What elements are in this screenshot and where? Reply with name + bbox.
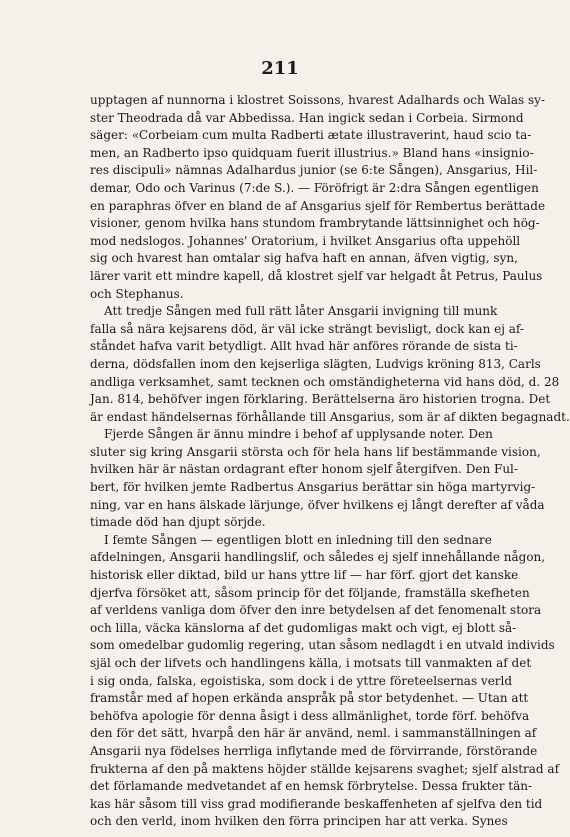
text-line: timade död han djupt sörjde. xyxy=(90,515,266,530)
text-line: ståndet hafva varit betydligt. Allt hvad här anföres rörande de sista ti- xyxy=(90,339,518,354)
text-line: ster Theodrada då var Abbedissa. Han ingick sedan i Corbeia. Sirmond xyxy=(90,110,524,125)
text-line: är endast händelsernas förhållande till Ansgarius, som är af dikten begagnadt. xyxy=(90,409,570,424)
text-line: och den verld, inom hvilken den förra principen har att verka. Synes xyxy=(90,814,508,829)
text-line: och Stephanus. xyxy=(90,286,184,301)
page-number: 211 xyxy=(261,58,299,79)
body-text xyxy=(90,92,570,831)
text-line: i sig onda, falska, egoistiska, som dock i de yttre företeelsernas verld xyxy=(90,673,513,688)
text-line: frukterna af den på maktens höjder ställde kejsarens svaghet; sjelf alstrad af xyxy=(90,761,560,776)
text-line: visioner, genom hvilka hans stundom frambrytande lättsinnighet och hög- xyxy=(90,216,540,231)
text-line: ning, var en hans älskade lärjunge, öfver hvilkens ej långt derefter af våda xyxy=(90,497,545,512)
text-line: historisk eller diktad, bild ur hans yttre lif — har förf. gjort det kanske xyxy=(90,568,519,583)
text-line: Fjerde Sången är ännu mindre i behof af upplysande noter. Den xyxy=(104,427,493,442)
text-line: Ansgarii nya födelses herrliga inflytande med de förvirrande, förstörande xyxy=(90,743,538,758)
paragraph xyxy=(90,426,545,532)
text-line: Att tredje Sången med full rätt låter Ansgarii invigning till munk xyxy=(104,304,498,319)
text-line: sluter sig kring Ansgarii största och för hela hans lif bestämmande vision, xyxy=(90,444,541,459)
text-line: sig och hvarest han omtalar sig hafva haft en annan, äfven vigtig, syn, xyxy=(90,251,518,266)
text-line: falla så nära kejsarens död, är väl icke strängt bevisligt, dock kan ej af- xyxy=(90,321,524,336)
text-line: Jan. 814, behöfver ingen förklaring. Berättelserna äro historien trogna. Det xyxy=(90,392,551,407)
text-line: andliga verksamhet, samt tecknen och omständigheterna vid hans död, d. 28 xyxy=(90,374,560,389)
text-line: res discipuli» nämnas Adalhardus junior (se 6:te Sången), Ansgarius, Hil- xyxy=(90,163,538,178)
text-line: upptagen af nunnorna i klostret Soissons, hvarest Adalhards och Walas sy- xyxy=(90,93,545,107)
text-line: men, an Radberto ipso quidquam fuerit illustrius.» Bland hans «insignio- xyxy=(90,145,534,160)
text-line: och lilla, väcka känslorna af det gudomligas makt och vigt, ej blott så- xyxy=(90,620,517,635)
text-line: lärer varit ett mindre kapell, då klostret sjelf var helgadt åt Petrus, Paulus xyxy=(90,268,543,283)
paragraph xyxy=(90,92,546,303)
text-line: derna, dödsfallen inom den kejserliga slägten, Ludvigs kröning 813, Carls xyxy=(90,356,541,371)
text-line: behöfva apologie för denna åsigt i dess allmänlighet, torde förf. behöfva xyxy=(90,708,530,723)
text-line: mod nedslogos. Johannes' Oratorium, i hvilket Ansgarius ofta uppehöll xyxy=(90,233,521,248)
text-line: det förlamande medvetandet af en hemsk förbrytelse. Dessa frukter tän- xyxy=(90,779,533,794)
text-line: kas här såsom till viss grad modifierande beskaffenheten af sjelfva den tid xyxy=(90,796,543,811)
text-line: den för det sätt, hvarpå den här är använd, neml. i sammanställningen af xyxy=(90,726,537,741)
text-line: säger: «Corbeiam cum multa Radberti ætate illustraverint, haud scio ta- xyxy=(90,128,532,143)
text-line: hvilken här är nästan ordagrant efter honom sjelf återgifven. Den Ful- xyxy=(90,462,518,477)
text-line: af verldens vanliga dom öfver den inre betydelsen af det fenomenalt stora xyxy=(90,603,542,618)
paragraph xyxy=(90,532,560,831)
text-line: demar, Odo och Varinus (7:de S.). — Föröfrigt är 2:dra Sången egentligen xyxy=(90,180,539,195)
text-line: I femte Sången — egentligen blott en inledning till den sednare xyxy=(104,532,492,547)
text-line: som omedelbar gudomlig regering, utan såsom nedlagdt i en utvald individs xyxy=(90,638,555,653)
text-line: framstår med af hopen erkända anspråk på stor betydenhet. — Utan att xyxy=(90,691,529,706)
text-line: en paraphras öfver en bland de af Ansgarius sjelf för Rembertus berättade xyxy=(90,198,546,213)
text-line: själ och der lifvets och handlingens källa, i motsats till vanmakten af det xyxy=(90,656,532,670)
text-line: bert, för hvilken jemte Radbertus Ansgarius berättar sin höga martyrvig- xyxy=(90,480,536,495)
paragraph xyxy=(90,303,570,426)
text-line: afdelningen, Ansgarii handlingslif, och således ej sjelf innehållande någon, xyxy=(90,550,546,565)
text-line: djerfva försöket att, såsom princip för det följande, framställa skefheten xyxy=(90,585,530,600)
